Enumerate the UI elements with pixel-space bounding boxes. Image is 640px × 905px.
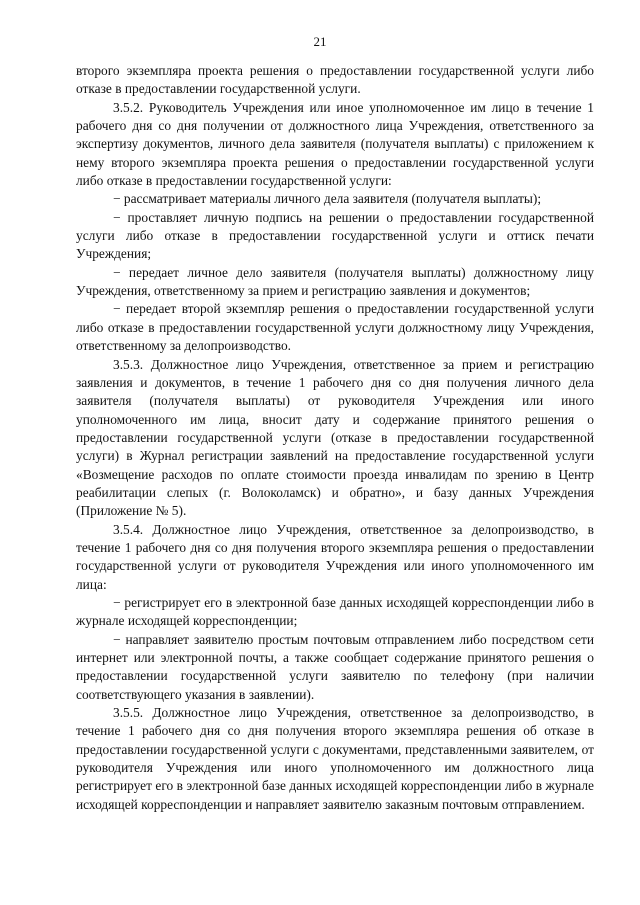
page-number: 21	[313, 34, 327, 49]
paragraph-3-5-4: 3.5.4. Должностное лицо Учреждения, ответственное за делопроизводство, в течение 1 рабочего дня со дня получения второго экземпляра решения о предоставлении государственной услуги от руководителя Учреждения или иного уполномоченного им лица:	[76, 521, 594, 592]
list-item: − передает второй экземпляр решения о предоставлении государственной услуги либо отказе в предоставлении государственной услуги должностному лицу Учреждения, ответственному за делопроизводство.	[76, 301, 594, 354]
document-body	[76, 62, 594, 814]
list-item: − рассматривает материалы личного дела заявителя (получателя выплаты);	[113, 191, 542, 207]
paragraph-3-5-3: 3.5.3. Должностное лицо Учреждения, ответственное за прием и регистрацию заявления и документов, в течение 1 рабочего дня со дня получения личного дела заявителя (получателя выплаты) от руководителя Учреждения или иного уполномоченного им лица, вносит дату и содержание принятого решения о предоставлении государственной услуги (отказе в предоставлении государственной услуги) в Журнал регистрации заявлений на предоставление государственной услуги «Возмещение расходов по оплате стоимости проезда инвалидам по зрению в Центр реабилитации слепых (г. Волоколамск) и обратно», и базу данных Учреждения (Приложение № 5).	[76, 356, 594, 519]
list-item: − проставляет личную подпись на решении о предоставлении государственной услуги либо отказе в предоставлении государственной услуги и оттиск печати Учреждения;	[76, 209, 594, 262]
paragraph-3-5-5: 3.5.5. Должностное лицо Учреждения, ответственное за делопроизводство, в течение 1 рабочего дня со дня получения второго экземпляра решения об отказе в предоставлении государственной услуги с документами, представленными заявителем, от руководителя Учреждения или иного уполномоченного им должностного лица регистрирует его в электронной базе данных исходящей корреспонденции либо в журнале исходящей корреспонденции и направляет заявителю заказным почтовым отправлением.	[76, 705, 594, 812]
paragraph-continuation: второго экземпляра проекта решения о предоставлении государственной услуги либо отказе в предоставлении государственной услуги.	[76, 63, 594, 97]
list-item: − передает личное дело заявителя (получателя выплаты) должностному лицу Учреждения, ответственному за прием и регистрацию заявления и документов;	[76, 264, 594, 299]
paragraph-3-5-2: 3.5.2. Руководитель Учреждения или иное уполномоченное им лицо в течение 1 рабочего дня со дня получении от должностного лица Учреждения, ответственного за экспертизу документов, личного дела заявителя (получателя выплаты) с приложением к нему второго экземпляра проекта решения о предоставлении государственной услуги либо отказе в предоставлении государственной услуги:	[76, 99, 594, 189]
list-item: − регистрирует его в электронной базе данных исходящей корреспонденции либо в журнале исходящей корреспонденции;	[76, 594, 594, 629]
list-item: − направляет заявителю простым почтовым отправлением либо посредством сети интернет или электронной почты, а также сообщает содержание принятого решения о предоставлении государственной услуги заявителю по телефону (при наличии соответствующего указания в заявлении).	[76, 631, 594, 702]
